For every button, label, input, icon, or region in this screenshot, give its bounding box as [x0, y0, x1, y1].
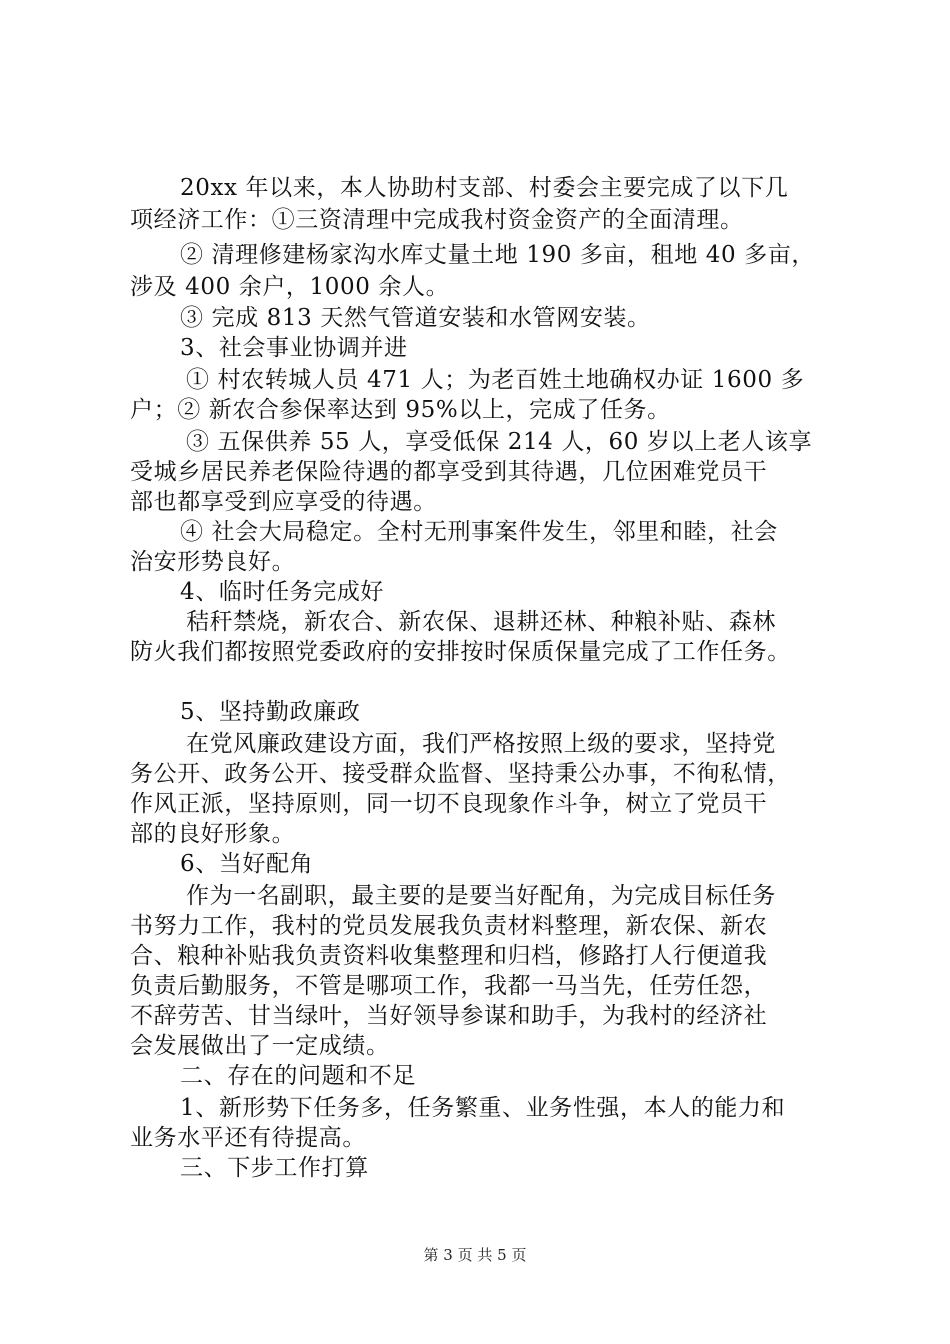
text-line: ③ 五保供养 55 人，享受低保 214 人，60 岁以上老人该享 — [186, 429, 813, 455]
text-line: 务公开、政务公开、接受群众监督、坚持秉公办事，不徇私情， — [130, 761, 791, 787]
text-line: 在党风廉政建设方面，我们严格按照上级的要求，坚持党 — [186, 731, 776, 757]
section-heading: 三、下步工作打算 — [180, 1155, 369, 1181]
section-heading: 6、当好配角 — [180, 851, 314, 877]
section-heading: 5、坚持勤政廉政 — [180, 699, 361, 725]
text-line: ② 清理修建杨家沟水库丈量土地 190 多亩，租地 40 多亩， — [180, 242, 815, 268]
text-line: 作为一名副职，最主要的是要当好配角，为完成目标任务 — [186, 883, 776, 909]
text-line: ③ 完成 813 天然气管道安装和水管网安装。 — [180, 305, 651, 331]
text-line: 合、粮种补贴我负责资料收集整理和归档，修路打人行便道我 — [130, 943, 768, 969]
text-line: 部也都享受到应享受的待遇。 — [130, 489, 437, 515]
text-line: 受城乡居民养老保险待遇的都享受到其待遇，几位困难党员干 — [130, 459, 768, 485]
section-heading: 4、临时任务完成好 — [180, 579, 385, 605]
text-line: 1、新形势下任务多，任务繁重、业务性强，本人的能力和 — [180, 1095, 786, 1121]
text-line: 20xx 年以来，本人协助村支部、村委会主要完成了以下几 — [180, 175, 789, 201]
text-line: 书努力工作，我村的党员发展我负责材料整理，新农保、新农 — [130, 913, 768, 939]
page-number-footer: 第 3 页 共 5 页 — [423, 1246, 527, 1264]
text-line: 秸秆禁烧，新农合、新农保、退耕还林、种粮补贴、森林 — [186, 609, 776, 635]
section-heading: 二、存在的问题和不足 — [180, 1063, 416, 1089]
section-heading: 3、社会事业协调并进 — [180, 335, 408, 361]
text-line: 防火我们都按照党委政府的安排按时保质保量完成了工作任务。 — [130, 639, 791, 665]
text-line: 部的良好形象。 — [130, 821, 296, 847]
text-line: 会发展做出了一定成绩。 — [130, 1033, 390, 1059]
text-line: 业务水平还有待提高。 — [130, 1125, 366, 1151]
text-line: 治安形势良好。 — [130, 549, 296, 575]
text-line: 作风正派，坚持原则，同一切不良现象作斗争，树立了党员干 — [130, 791, 768, 817]
text-line: ④ 社会大局稳定。全村无刑事案件发生，邻里和睦，社会 — [180, 519, 778, 545]
text-line: 负责后勤服务，不管是哪项工作，我都一马当先，任劳任怨， — [130, 973, 768, 999]
text-line: 项经济工作：①三资清理中完成我村资金资产的全面清理。 — [130, 207, 744, 233]
text-line: 不辞劳苦、甘当绿叶，当好领导参谋和助手，为我村的经济社 — [130, 1003, 768, 1029]
text-line: ① 村农转城人员 471 人；为老百姓土地确权办证 1600 多 — [186, 367, 805, 393]
text-line: 户；② 新农合参保率达到 95%以上，完成了任务。 — [130, 397, 671, 423]
text-line: 涉及 400 余户，1000 余人。 — [130, 274, 450, 300]
